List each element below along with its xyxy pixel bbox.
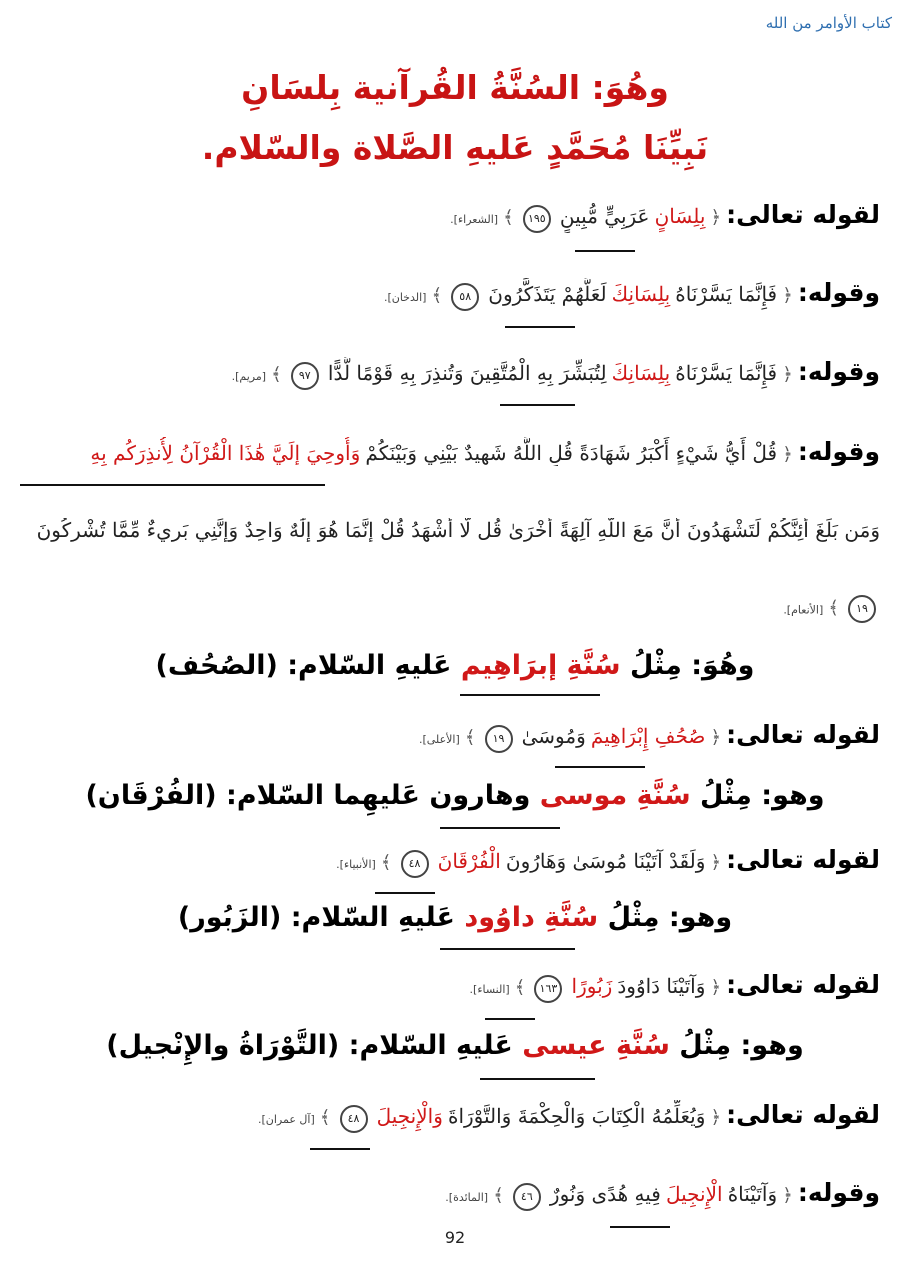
underline xyxy=(440,948,575,950)
verse-line xyxy=(18,278,880,311)
surah-reference: [الشعراء]. xyxy=(450,213,499,226)
section-heading xyxy=(0,780,910,811)
verse-highlight: وَأُوحِيَ إِلَيَّ هَٰذَا الْقُرْآنُ لِأُنذِرَكُم بِهِ xyxy=(90,441,361,465)
verse-label: لقوله تعالى: xyxy=(726,720,880,749)
underline xyxy=(375,892,435,894)
book-logo: كتاب الأوامر من الله xyxy=(765,14,892,32)
verse-line xyxy=(18,970,880,1003)
verse-line xyxy=(18,845,880,878)
ayah-number-icon: ٥٨ xyxy=(451,283,479,311)
verse-text: وَيُعَلِّمُهُ الْكِتَابَ وَالْحِكْمَةَ وَالتَّوْرَاةَ xyxy=(447,1104,706,1128)
verse-highlight: بِلِسَانِكَ xyxy=(611,361,671,385)
surah-reference: [مريم]. xyxy=(231,370,267,383)
verse-highlight: الْإِنجِيلَ xyxy=(665,1182,723,1206)
page-title-line-2: نَبِيِّنَا مُحَمَّدٍ عَليهِ الصَّلاة والسّلام. xyxy=(201,128,709,167)
ayah-number-icon: ١٩ xyxy=(848,595,876,623)
heading-text: وهو: مِثْلُ xyxy=(607,902,733,933)
verse-highlight: بِلِسَانِكَ xyxy=(611,282,671,306)
verse-text: عَرَبِيٍّ مُّبِينٍ xyxy=(559,204,650,228)
section-heading xyxy=(0,1030,910,1061)
verse-line-continuation xyxy=(18,518,880,542)
underline xyxy=(310,1148,370,1150)
ornament-close: ﴾ xyxy=(431,285,443,306)
verse-line xyxy=(18,437,880,466)
ornament-close: ﴾ xyxy=(828,597,839,619)
ornament-open: ﴿ xyxy=(782,1185,793,1206)
ayah-number-icon: ٩٧ xyxy=(291,362,319,390)
heading-highlight: سُنَّةِ داوُود xyxy=(464,902,599,933)
ornament-close: ﴾ xyxy=(271,364,282,385)
verse-label: وقوله: xyxy=(797,437,880,466)
ayah-number-icon: ٤٨ xyxy=(401,850,429,878)
ayah-number-icon: ١٦٣ xyxy=(534,975,562,1003)
ayah-number-icon: ١٩ xyxy=(485,725,513,753)
ayah-number-icon: ٤٨ xyxy=(340,1105,368,1133)
heading-text: عَليهِ السّلام: (الزَبُور) xyxy=(177,902,455,933)
surah-reference: [النساء]. xyxy=(469,983,510,996)
page-number: 92 xyxy=(444,1228,466,1247)
surah-reference: [الأنعام]. xyxy=(783,603,824,617)
ornament-close: ﴾ xyxy=(464,727,476,748)
verse-highlight: بِلِسَانٍ xyxy=(654,204,706,228)
ornament-close: ﴾ xyxy=(380,852,392,873)
verse-end xyxy=(18,595,880,623)
ayah-number-icon: ١٩٥ xyxy=(523,205,551,233)
ornament-open: ﴿ xyxy=(782,444,793,465)
heading-highlight: سُنَّةِ عيسى xyxy=(522,1030,670,1061)
underline xyxy=(485,1018,535,1020)
verse-label: وقوله: xyxy=(797,1178,880,1207)
surah-reference: [الأنبياء]. xyxy=(336,858,376,871)
verse-line xyxy=(18,357,880,390)
section-heading xyxy=(0,650,910,681)
page-title-line-1: وهُوَ: السُنَّةُ القُرآنية بِلسَانِ xyxy=(241,68,669,107)
verse-text: وَمُوسَىٰ xyxy=(521,724,586,748)
verse-highlight: صُحُفِ إِبْرَاهِيمَ xyxy=(590,724,706,748)
ornament-open: ﴿ xyxy=(710,852,722,873)
ornament-close: ﴾ xyxy=(514,977,526,998)
underline xyxy=(500,404,575,406)
verse-text: فَإِنَّمَا يَسَّرْنَاهُ xyxy=(675,282,778,306)
verse-text: لَعَلَّهُمْ يَتَذَكَّرُونَ xyxy=(488,282,607,306)
verse-label: لقوله تعالى: xyxy=(726,970,880,999)
verse-line xyxy=(18,1100,880,1133)
verse-line xyxy=(18,720,880,753)
verse-text: فِيهِ هُدًى وَنُورٌ xyxy=(549,1182,661,1206)
surah-reference: [آل عمران]. xyxy=(258,1113,315,1126)
verse-label: وقوله: xyxy=(797,278,880,307)
heading-highlight: سُنَّةِ موسى xyxy=(539,780,691,811)
verse-text: وَلَقَدْ آتَيْنَا مُوسَىٰ وَهَارُونَ xyxy=(505,849,706,873)
ornament-open: ﴿ xyxy=(782,364,793,385)
ornament-open: ﴿ xyxy=(710,977,722,998)
heading-highlight: سُنَّةِ إبرَاهِيم xyxy=(460,650,621,681)
surah-reference: [الدخان]. xyxy=(383,291,427,304)
underline xyxy=(20,484,325,486)
heading-text: وهو: مِثْلُ xyxy=(679,1030,804,1061)
verse-highlight: الْفُرْقَانَ xyxy=(437,849,501,873)
verse-text: وَمَن بَلَغَ أَئِنَّكُمْ لَتَشْهَدُونَ أَنَّ مَعَ اللَّهِ آلِهَةً أُخْرَىٰ قُل لَّا أَشْهَدُ قُلْ إِنَّمَا هُوَ إِلَٰهٌ وَاحِدٌ وَإِنَّنِي بَرِيءٌ مِّمَّا تُشْرِكُونَ xyxy=(36,518,880,542)
verse-text: وَآتَيْنَا دَاوُودَ xyxy=(617,974,706,998)
underline xyxy=(460,694,600,696)
heading-text: وهو: مِثْلُ xyxy=(700,780,825,811)
verse-label: لقوله تعالى: xyxy=(726,845,880,874)
surah-reference: [الأعلى]. xyxy=(418,733,460,746)
heading-text: وهُوَ: مِثْلُ xyxy=(629,650,755,681)
section-heading xyxy=(0,902,910,933)
ornament-open: ﴿ xyxy=(710,207,722,228)
verse-highlight: زَبُورًا xyxy=(571,974,613,998)
verse-text: قُلْ أَيُّ شَيْءٍ أَكْبَرُ شَهَادَةً قُلِ اللَّهُ شَهِيدٌ بَيْنِي وَبَيْنَكُمْ xyxy=(365,441,778,465)
ornament-open: ﴿ xyxy=(710,1107,722,1128)
verse-label: لقوله تعالى: xyxy=(726,1100,880,1129)
verse-label: لقوله تعالى: xyxy=(726,200,880,229)
ornament-open: ﴿ xyxy=(710,727,722,748)
underline xyxy=(575,250,635,252)
verse-line xyxy=(18,200,880,233)
heading-text: عَليهِ السّلام: (التَّوْرَاةُ والإِنْجيل) xyxy=(106,1030,513,1061)
underline xyxy=(480,1078,595,1080)
verse-highlight: وَالْإِنجِيلَ xyxy=(376,1104,443,1128)
surah-reference: [المائدة]. xyxy=(445,1191,489,1204)
ornament-close: ﴾ xyxy=(493,1185,504,1206)
underline xyxy=(440,827,560,829)
verse-text: فَإِنَّمَا يَسَّرْنَاهُ xyxy=(675,361,778,385)
verse-text: وَآتَيْنَاهُ xyxy=(727,1182,778,1206)
ornament-close: ﴾ xyxy=(503,207,514,228)
verse-text: لِتُبَشِّرَ بِهِ الْمُتَّقِينَ وَتُنذِرَ بِهِ قَوْمًا لُّدًّا xyxy=(327,361,607,385)
underline xyxy=(555,766,645,768)
underline xyxy=(505,326,575,328)
ornament-close: ﴾ xyxy=(319,1107,331,1128)
ornament-open: ﴿ xyxy=(782,285,793,306)
ayah-number-icon: ٤٦ xyxy=(513,1183,541,1211)
heading-text: عَليهِ السّلام: (الصُحُف) xyxy=(155,650,452,681)
verse-line xyxy=(18,1178,880,1211)
heading-text: وهارون عَليهِما السّلام: (الفُرْقَان) xyxy=(85,780,531,811)
verse-label: وقوله: xyxy=(797,357,880,386)
